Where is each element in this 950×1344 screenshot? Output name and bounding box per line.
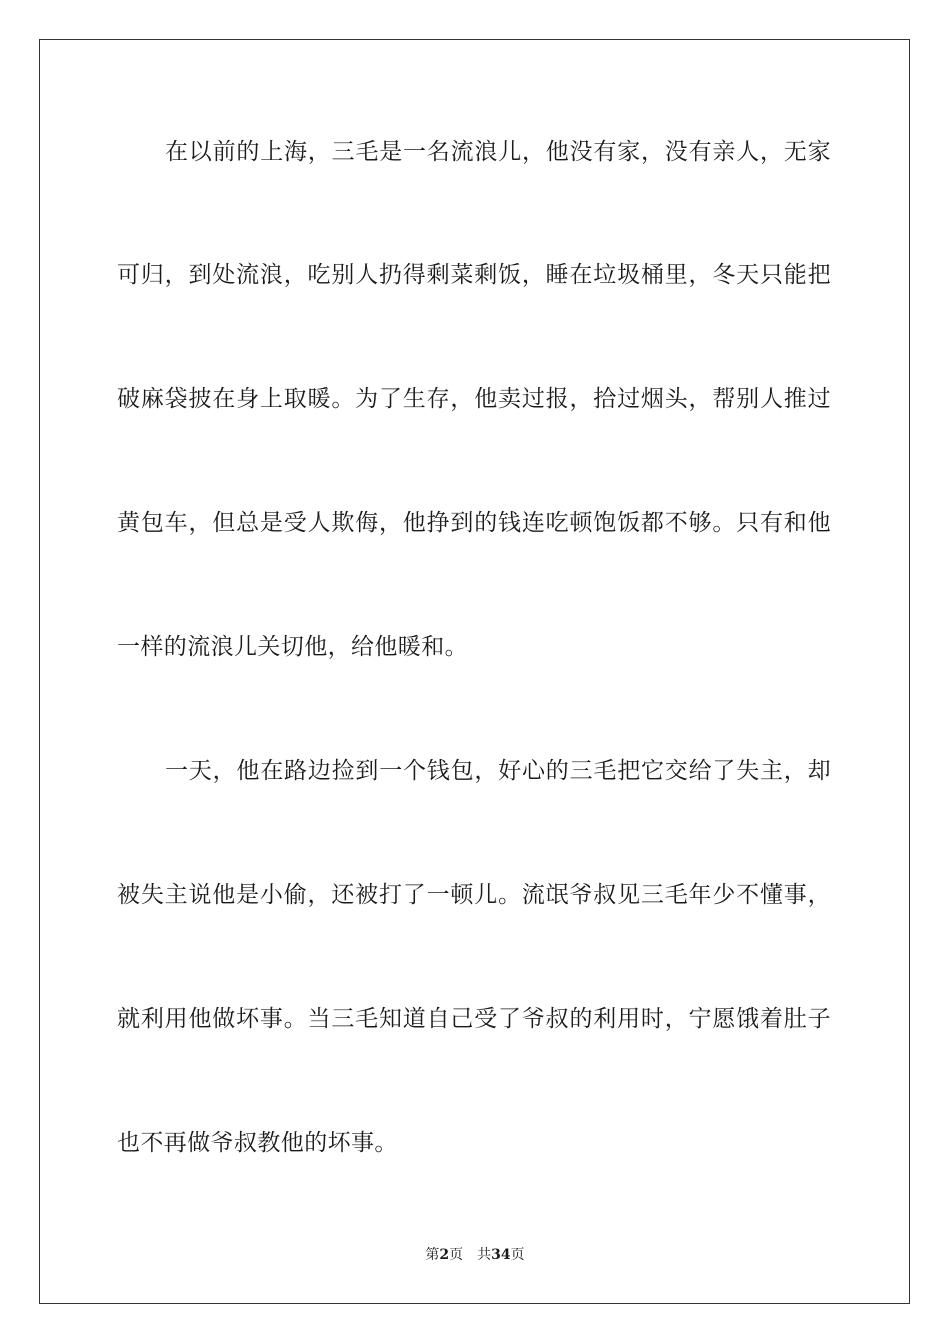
- paragraph-1-line-1: 在以前的上海，三毛是一名流浪儿，他没有家，没有亲人，无家: [165, 139, 831, 165]
- page-number: 2: [439, 1247, 450, 1263]
- paragraph-2-line-2: 被失主说他是小偷，还被打了一顿儿。流氓爷叔见三毛年少不懂事，: [117, 882, 831, 908]
- page-prefix: 第: [425, 1247, 440, 1263]
- paragraph-2-line-4: 也不再做爷叔教他的坏事。: [117, 1130, 398, 1156]
- paragraph-1-line-4: 黄包车，但总是受人欺侮，他挣到的钱连吃顿饱饭都不够。只有和他: [117, 510, 831, 536]
- page-suffix: 页: [449, 1247, 464, 1263]
- paragraph-1-line-3: 破麻袋披在身上取暖。为了生存，他卖过报，拾过烟头，帮别人推过: [117, 386, 831, 412]
- total-pages: 34: [491, 1247, 511, 1263]
- total-suffix: 页: [510, 1247, 525, 1263]
- paragraph-2-line-1: 一天，他在路边捡到一个钱包，好心的三毛把它交给了失主，却: [165, 758, 831, 784]
- paragraph-2-line-3: 就利用他做坏事。当三毛知道自己受了爷叔的利用时，宁愿饿着肚子: [117, 1006, 831, 1032]
- paragraph-1-line-2: 可归，到处流浪，吃别人扔得剩菜剩饭，睡在垃圾桶里，冬天只能把: [117, 262, 831, 288]
- total-prefix: 共: [477, 1247, 492, 1263]
- page-footer: [0, 1246, 950, 1264]
- paragraph-1-line-5: 一样的流浪儿关切他，给他暖和。: [117, 634, 468, 660]
- page-border: [39, 39, 910, 1304]
